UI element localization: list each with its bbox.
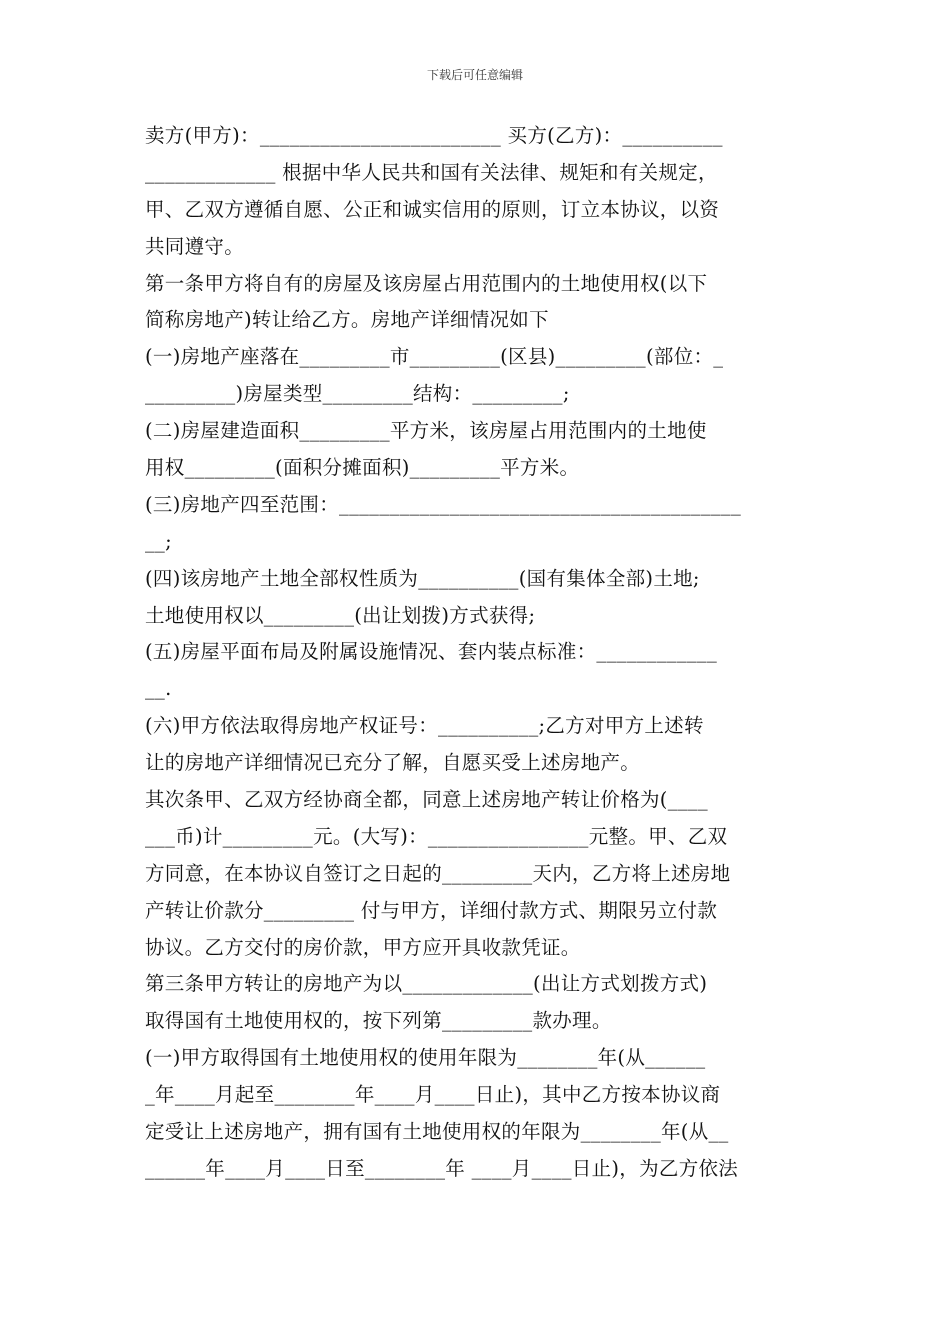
contract-body (145, 118, 810, 1188)
text-line: 卖方(甲方)：________________________ 买方(乙方)：__________ (145, 124, 723, 147)
text-line: __; (145, 529, 172, 553)
text-line: (二)房屋建造面积_________平方米，该房屋占用范围内的土地使 (145, 419, 707, 443)
text-line: _________)房屋类型_________结构：_________; (145, 382, 570, 406)
text-line: 土地使用权以_________(出让划拨)方式获得; (145, 603, 536, 627)
text-line: _____________ 根据中华人民共和国有关法律、规矩和有关规定， (145, 160, 718, 184)
text-line: 定受让上述房地产，拥有国有土地使用权的年限为________年(从__ (145, 1120, 729, 1144)
text-line: 简称房地产)转让给乙方。房地产详细情况如下 (145, 308, 549, 332)
text-line: 取得国有土地使用权的，按下列第_________款办理。 (145, 1009, 612, 1033)
text-line: (五)房屋平面布局及附属设施情况、套内装点标准：____________ (145, 640, 718, 664)
text-line: (一)甲方取得国有土地使用权的使用年限为________年(从______ (145, 1046, 706, 1070)
text-line: 其次条甲、乙双方经协商全都，同意上述房地产转让价格为(____ (145, 788, 708, 812)
page-header: 下载后可任意编辑 (426, 68, 523, 82)
text-line: 产转让价款分_________ 付与甲方，详细付款方式、期限另立付款 (145, 898, 718, 922)
text-line: 共同遵守。 (145, 234, 245, 258)
text-line: (三)房地产四至范围：________________________________________ (145, 492, 742, 516)
text-line: 方同意，在本协议自签订之日起的_________天内，乙方将上述房地 (145, 861, 731, 885)
text-line: 第一条甲方将自有的房屋及该房屋占用范围内的土地使用权(以下 (145, 271, 708, 295)
text-line: __. (145, 677, 172, 701)
text-line: ______年____月____日至________年 ____月____日止)，为乙方依法 (145, 1156, 739, 1180)
text-line: 甲、乙双方遵循自愿、公正和诚实信用的原则，订立本协议，以资 (145, 197, 720, 221)
text-line: _年____月起至________年____月____日止)，其中乙方按本协议商 (145, 1083, 721, 1107)
text-line: 用权_________(面积分摊面积)_________平方米。 (145, 456, 580, 480)
text-line: (六)甲方依法取得房地产权证号：__________;乙方对甲方上述转 (145, 714, 704, 738)
text-line: 第三条甲方转让的房地产为以_____________(出让方式划拨方式) (145, 972, 708, 996)
text-line: (一)房地产座落在_________市_________(区县)_________(部位：_ (145, 345, 724, 369)
text-line: 让的房地产详细情况已充分了解，自愿买受上述房地产。 (145, 751, 641, 775)
text-line: (四)该房地产土地全部权性质为__________(国有集体全部)土地; (145, 566, 700, 590)
text-line: 协议。乙方交付的房价款，甲方应开具收款凭证。 (145, 935, 581, 959)
text-line: ___币)计_________元。(大写)：________________元整。甲、乙双 (145, 824, 728, 848)
